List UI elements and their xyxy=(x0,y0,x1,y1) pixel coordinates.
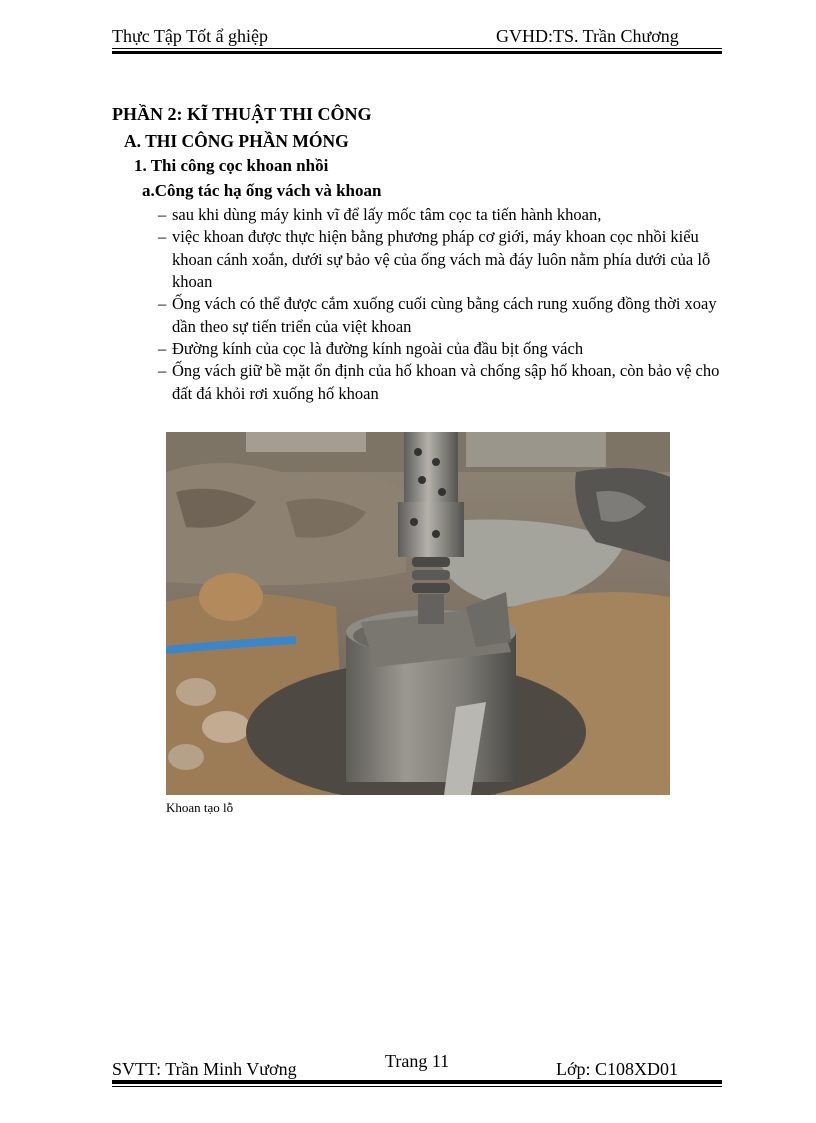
bullet-dash: – xyxy=(158,339,167,358)
bullet-text: Đường kính của cọc là đường kính ngoài của đầu bịt ống vách xyxy=(172,339,584,358)
bullet-text: sau khi dùng máy kinh vĩ để lấy mốc tâm cọc ta tiến hành khoan, xyxy=(172,205,602,224)
bullet-dash: – xyxy=(158,361,167,380)
subsubsection-heading: a.Công tác hạ ống vách và khoan xyxy=(142,181,382,200)
bullet-dash: – xyxy=(158,205,167,224)
footer-rule-thick xyxy=(112,1080,722,1084)
bullet-item xyxy=(158,360,728,405)
bullet-item xyxy=(158,338,728,361)
header-left: Thực Tập Tốt ẩ ghiệp xyxy=(112,26,269,46)
section-heading: A. THI CÔNG PHẦN MÓNG xyxy=(124,131,349,151)
footer-right: Lớp: C108XD01 xyxy=(556,1059,679,1079)
bullet-item xyxy=(158,293,728,338)
footer-page: Trang 11 xyxy=(385,1051,450,1071)
footer-left: SVTT: Trần Minh Vương xyxy=(112,1059,297,1079)
drilling-photo xyxy=(166,432,670,795)
part-heading: PHẦN 2: KĨ THUẬT THI CÔNG xyxy=(112,104,372,124)
subsection-heading: 1. Thi công cọc khoan nhồi xyxy=(134,156,329,175)
bullet-item xyxy=(158,204,728,227)
bullet-text: Ống vách có thể được cắm xuống cuối cùng bằng cách rung xuống đồng thời xoay dần theo sự tiến triển của việt khoan xyxy=(172,294,717,336)
header-rule-thin xyxy=(112,48,722,49)
figure-caption: Khoan tạo lỗ xyxy=(166,800,234,815)
bullet-text: việc khoan được thực hiện bằng phương pháp cơ giới, máy khoan cọc nhồi kiểu khoan cánh xoắn, dưới sự bảo vệ của ống vách mà đáy luôn nằm phía dưới của lỗ khoan xyxy=(172,227,711,291)
bullet-item xyxy=(158,226,728,294)
header-right: GVHD:TS. Trần Chương xyxy=(496,26,679,46)
header-rule-thick xyxy=(112,51,722,54)
footer-rule-thin xyxy=(112,1086,722,1087)
bullet-text: Ống vách giữ bề mặt ổn định của hố khoan và chống sập hố khoan, còn bảo vệ cho đất đá khỏi rơi xuống hố khoan xyxy=(172,361,720,403)
bullet-dash: – xyxy=(158,294,167,313)
bullet-dash: – xyxy=(158,227,167,246)
